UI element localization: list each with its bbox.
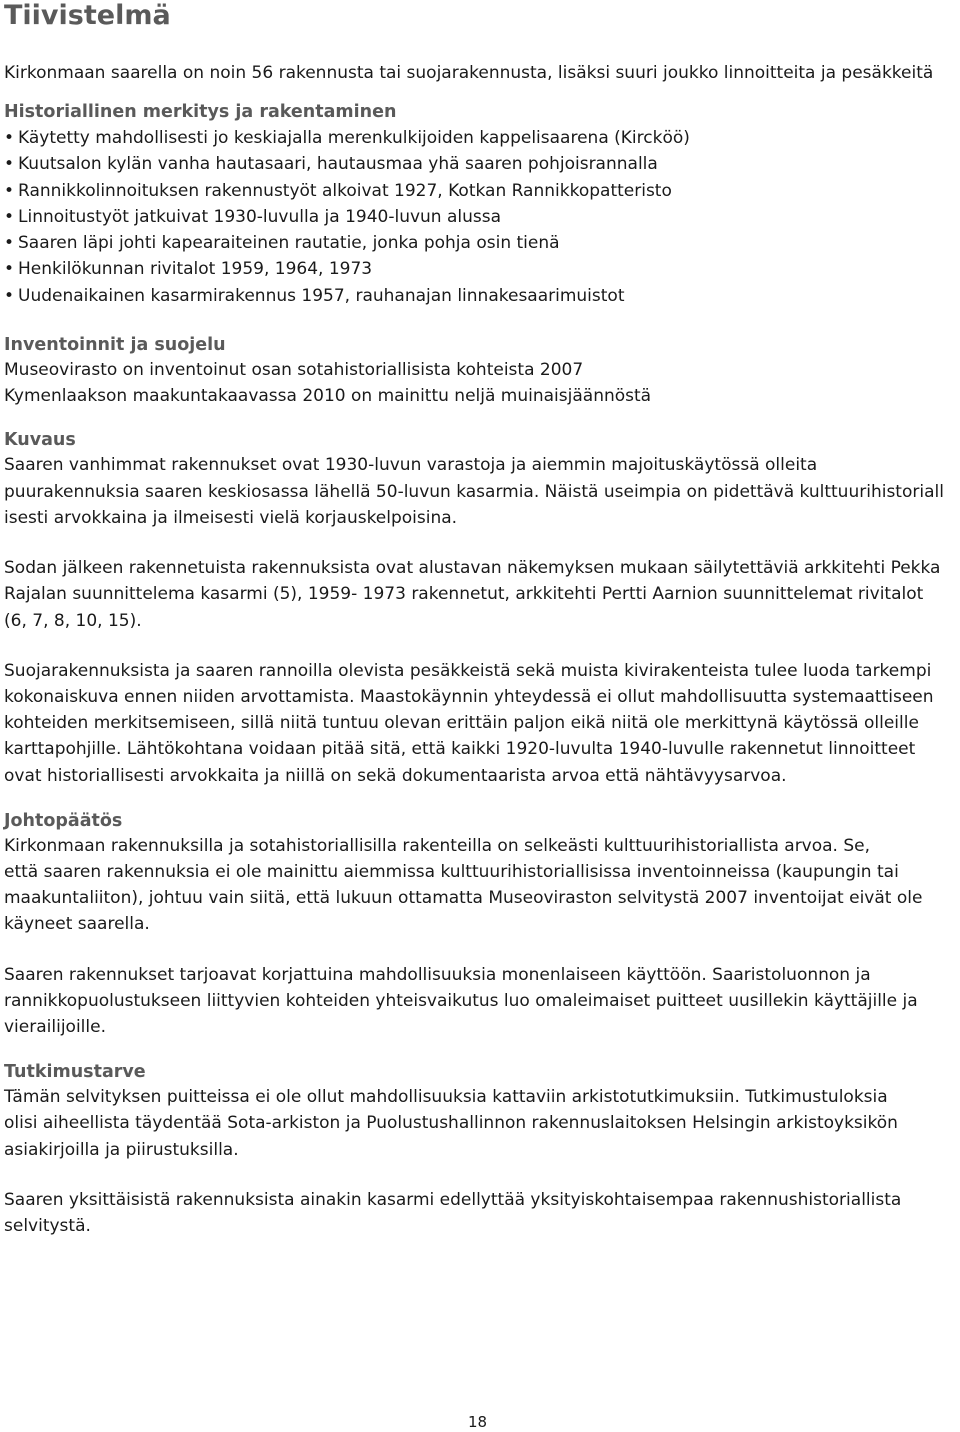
page-title: Tiivistelmä bbox=[4, 0, 171, 31]
text-line: karttapohjille. Lähtökohtana voidaan pitää sitä, että kaikki 1920-luvulta 1940-luvulle rakennetut linnoitteet bbox=[4, 739, 916, 760]
paragraph bbox=[4, 658, 954, 789]
text-line: Sodan jälkeen rakennetuista rakennuksista ovat alustavan näkemyksen mukaan säilytettäviä arkkitehti Pekka bbox=[4, 558, 941, 579]
bullet-icon: • bbox=[4, 180, 15, 201]
list-item-text: Rannikkolinnoituksen rakennustyöt alkoivat 1927, Kotkan Rannikkopatteristo bbox=[18, 180, 672, 201]
section-heading: Historiallinen merkitys ja rakentaminen bbox=[4, 102, 397, 122]
paragraph bbox=[4, 1187, 954, 1239]
list-item-text: Kuutsalon kylän vanha hautasaari, hautausmaa yhä saaren pohjoisrannalla bbox=[18, 154, 658, 175]
list-item bbox=[4, 256, 954, 282]
text-line: olisi aiheellista täydentää Sota-arkiston ja Puolustushallinnon rakennuslaitoksen Helsingin arkistoyksikön bbox=[4, 1113, 898, 1134]
section-kuvaus bbox=[4, 428, 954, 788]
paragraph bbox=[4, 555, 954, 634]
list-item bbox=[4, 283, 954, 309]
text-line: Kirkonmaan rakennuksilla ja sotahistoriallisilla rakenteilla on selkeästi kulttuurihistoriallista arvoa. Se, bbox=[4, 835, 871, 856]
text-line: maakuntaliiton), johtuu vain siitä, että lukuun ottamatta Museoviraston selvitystä 2007 inventoijat eivät ole bbox=[4, 888, 923, 909]
text-line: Museovirasto on inventoinut osan sotahistoriallisista kohteista 2007 bbox=[4, 360, 584, 381]
text-line: Kymenlaakson maakuntakaavassa 2010 on mainittu neljä muinaisjäännöstä bbox=[4, 386, 652, 407]
section-historiallinen bbox=[4, 100, 954, 309]
paragraph bbox=[4, 1084, 954, 1163]
text-line: ovat historiallisesti arvokkaita ja niillä on sekä dokumentaarista arvoa että nähtävyysarvoa. bbox=[4, 765, 787, 786]
paragraph bbox=[4, 357, 954, 409]
bullet-icon: • bbox=[4, 206, 15, 227]
bullet-icon: • bbox=[4, 259, 15, 280]
paragraph bbox=[4, 833, 954, 938]
section-heading: Johtopäätös bbox=[4, 810, 123, 831]
text-line: kokonaiskuva ennen niiden arvottamista. Maastokäynnin yhteydessä ei ollut mahdollisuutta systemaattiseen bbox=[4, 686, 934, 707]
list-item bbox=[4, 151, 954, 177]
page-number: 18 bbox=[468, 1413, 488, 1431]
list-item bbox=[4, 178, 954, 204]
text-line: Saaren yksittäisistä rakennuksista ainakin kasarmi edellyttää yksityiskohtaisempaa rakennushistoriallista bbox=[4, 1189, 902, 1210]
list-item bbox=[4, 204, 954, 230]
text-line: käyneet saarella. bbox=[4, 914, 150, 935]
text-line: Rajalan suunnittelema kasarmi (5), 1959- 1973 rakennetut, arkkitehti Pertti Aarnion suunnittelemat rivitalot bbox=[4, 584, 924, 605]
text-line: asiakirjoilla ja piirustuksilla. bbox=[4, 1139, 239, 1160]
text-line: rannikkopuolustukseen liittyvien kohteiden yhteisvaikutus luo omaleimaiset puitteet uusillekin käyttäjille ja bbox=[4, 990, 918, 1011]
text-line: Suojarakennuksista ja saaren rannoilla olevista pesäkkeistä sekä muista kivirakenteista tulee luoda tarkempi bbox=[4, 660, 932, 681]
bullet-icon: • bbox=[4, 128, 15, 148]
text-line: vierailijoille. bbox=[4, 1016, 106, 1037]
text-line: että saaren rakennuksia ei ole mainittu aiemmissa kulttuurihistoriallisissa inventoinneissa (kaupungin tai bbox=[4, 861, 899, 882]
text-line: kohteiden merkitsemiseen, sillä niitä tuntuu olevan erittäin paljon eikä niitä ole merkittynä käytössä olleille bbox=[4, 713, 919, 734]
text-line: isesti arvokkaina ja ilmeisesti vielä korjauskelpoisina. bbox=[4, 507, 458, 528]
section-johtopaatos bbox=[4, 809, 954, 1040]
paragraph bbox=[4, 452, 954, 531]
list-item-text: Linnoitustyöt jatkuivat 1930-luvulla ja 1940-luvun alussa bbox=[18, 206, 502, 227]
section-heading: Inventoinnit ja suojelu bbox=[4, 335, 226, 356]
document-page bbox=[4, 0, 954, 1239]
paragraph bbox=[4, 962, 954, 1041]
section-heading: Tutkimustarve bbox=[4, 1062, 146, 1083]
section-tutkimustarve bbox=[4, 1060, 954, 1239]
list-item bbox=[4, 230, 954, 256]
text-line: (6, 7, 8, 10, 15). bbox=[4, 610, 142, 631]
bullet-icon: • bbox=[4, 233, 15, 254]
text-line: Saaren rakennukset tarjoavat korjattuina mahdollisuuksia monenlaiseen käyttöön. Saaristoluonnon ja bbox=[4, 964, 871, 985]
section-inventoinnit bbox=[4, 333, 954, 409]
list-item-text: Saaren läpi johti kapearaiteinen rautatie, jonka pohja osin tienä bbox=[18, 233, 560, 254]
bullet-icon: • bbox=[4, 154, 15, 175]
list-item-text: Henkilökunnan rivitalot 1959, 1964, 1973 bbox=[18, 259, 373, 280]
bullet-list bbox=[4, 125, 954, 309]
intro-text: Kirkonmaan saarella on noin 56 rakennusta tai suojarakennusta, lisäksi suuri joukko linnoitteita ja pesäkkeitä bbox=[4, 63, 934, 83]
text-line: puurakennuksia saaren keskiosassa lähellä 50-luvun kasarmia. Näistä useimpia on pidettävä kulttuurihistoriall bbox=[4, 481, 944, 502]
text-line: Tämän selvityksen puitteissa ei ole ollut mahdollisuuksia kattaviin arkistotutkimuksiin. Tutkimustuloksia bbox=[4, 1087, 888, 1108]
text-line: selvitystä. bbox=[4, 1215, 91, 1236]
list-item-text: Uudenaikainen kasarmirakennus 1957, rauhanajan linnakesaarimuistot bbox=[18, 285, 625, 306]
list-item bbox=[4, 125, 954, 151]
section-heading: Kuvaus bbox=[4, 430, 76, 451]
list-item-text: Käytetty mahdollisesti jo keskiajalla merenkulkijoiden kappelisaarena (Kirckӧӧ) bbox=[18, 128, 690, 148]
text-line: Saaren vanhimmat rakennukset ovat 1930-luvun varastoja ja aiemmin majoituskäytössä olleita bbox=[4, 455, 818, 476]
bullet-icon: • bbox=[4, 285, 15, 306]
